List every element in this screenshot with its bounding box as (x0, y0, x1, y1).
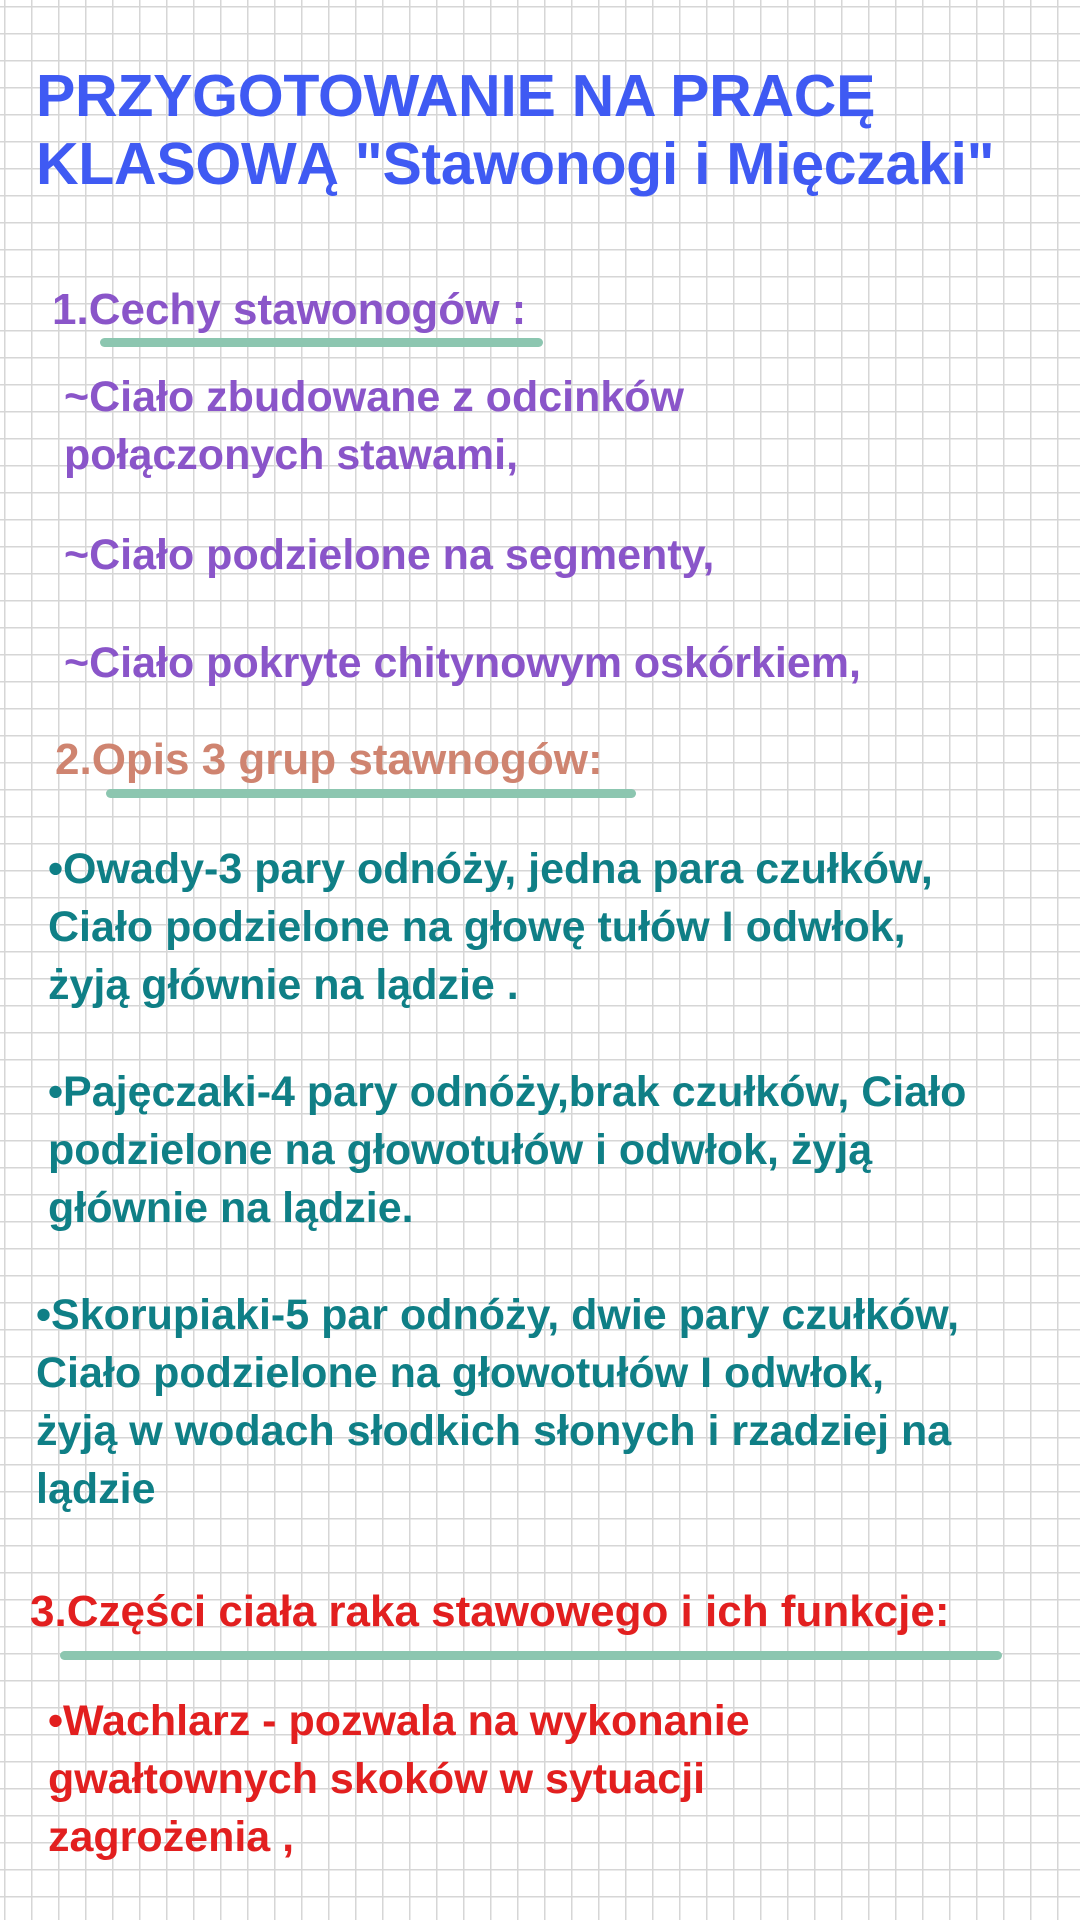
page-title: PRZYGOTOWANIE NA PRACĘ KLASOWĄ "Stawonogi i Mięczaki" (36, 63, 995, 197)
section-2-underline (106, 789, 636, 798)
section-2-heading: 2.Opis 3 grup stawnogów: (55, 735, 603, 784)
section-3-item-wachlarz: •Wachlarz - pozwala na wykonanie gwałtownych skoków w sytuacji zagrożenia , (48, 1697, 750, 1861)
section-2-item-pajeczaki: •Pajęczaki-4 pary odnóży,brak czułków, Ciało podzielone na głowotułów i odwłok, żyją głównie na lądzie. (48, 1068, 967, 1232)
section-1-item-1: ~Ciało zbudowane z odcinków połączonych stawami, (64, 373, 684, 479)
section-3-heading: 3.Części ciała raka stawowego i ich funkcje: (30, 1587, 950, 1636)
section-1-heading: 1.Cechy stawonogów : (52, 285, 527, 334)
section-3-underline (60, 1651, 1002, 1660)
section-2-item-skorupiaki: •Skorupiaki-5 par odnóży, dwie pary czułków, Ciało podzielone na głowotułów I odwłok, żyją w wodach słodkich słonych i rzadziej na lądzie (36, 1291, 960, 1513)
section-2-item-owady: •Owady-3 pary odnóży, jedna para czułków, Ciało podzielone na głowę tułów I odwłok, żyją głównie na lądzie . (48, 845, 933, 1009)
section-1-item-2: ~Ciało podzielone na segmenty, (64, 531, 715, 579)
section-1-item-3: ~Ciało pokryte chitynowym oskórkiem, (64, 639, 861, 687)
section-1-underline (100, 338, 543, 347)
